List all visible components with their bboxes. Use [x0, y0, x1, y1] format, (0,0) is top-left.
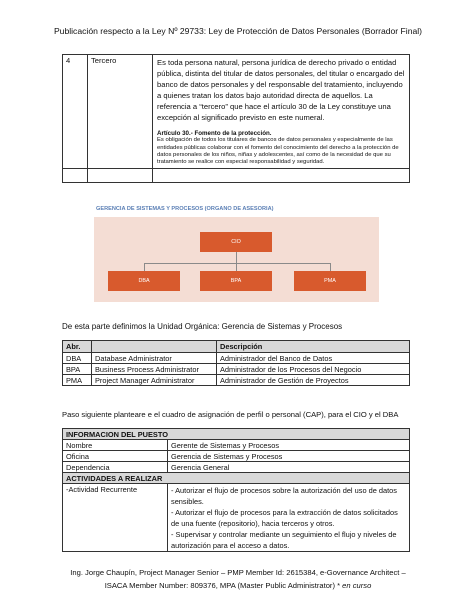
org-connector	[236, 252, 237, 263]
org-box-pma: PMA	[294, 271, 366, 291]
table-row	[63, 169, 410, 183]
header-name	[92, 341, 217, 353]
section-heading: ACTIVIDADES A REALIZAR	[63, 473, 410, 484]
definition-table	[62, 54, 410, 183]
page-footer	[48, 566, 428, 592]
field-value: Gerente de Sistemas y Procesos	[168, 440, 410, 451]
table-row	[63, 55, 410, 169]
definition-cell	[153, 55, 410, 169]
section-heading-row	[63, 473, 410, 484]
activity-label: -Actividad Recurrente	[63, 484, 168, 552]
field-value: Gerencia de Sistemas y Procesos	[168, 451, 410, 462]
section-heading-row	[63, 429, 410, 440]
table-header-row	[63, 341, 410, 353]
org-connector	[236, 263, 237, 271]
org-box-dba: DBA	[108, 271, 180, 291]
cell-name: Database Administrator	[92, 353, 217, 364]
empty-cell	[153, 169, 410, 183]
position-table	[62, 428, 410, 552]
footer-line-2-text: ISACA Member Number: 809376, MPA (Master Public Administrator) *	[104, 581, 341, 590]
activity-item: - Supervisar y controlar mediante un seguimiento el flujo y niveles de autorización para el acceso a datos.	[171, 529, 397, 550]
cell-abbr: DBA	[63, 353, 92, 364]
table-row	[63, 451, 410, 462]
cell-description: Administrador del Banco de Datos	[217, 353, 410, 364]
activity-list	[168, 484, 410, 552]
cell-abbr: BPA	[63, 364, 92, 375]
org-box-bpa: BPA	[200, 271, 272, 291]
field-label: Nombre	[63, 440, 168, 451]
org-connector	[330, 263, 331, 271]
empty-cell	[88, 169, 153, 183]
field-value: Gerencia General	[168, 462, 410, 473]
activity-item: - Autorizar el flujo de procesos sobre la autorización del uso de datos sensibles.	[171, 485, 397, 506]
paragraph-unit: De esta parte definimos la Unidad Orgánica: Gerencia de Sistemas y Procesos	[62, 322, 343, 331]
table-row	[63, 375, 410, 386]
org-box-cio: CIO	[200, 232, 272, 252]
cell-abbr: PMA	[63, 375, 92, 386]
table-row	[63, 440, 410, 451]
org-connector	[144, 263, 145, 271]
term-cell: Tercero	[88, 55, 153, 169]
footer-line-1: Ing. Jorge Chaupín, Project Manager Senior – PMP Member Id: 2615384, e-Governance Architect –	[70, 568, 406, 577]
empty-cell	[63, 169, 88, 183]
org-chart	[94, 217, 379, 302]
field-label: Oficina	[63, 451, 168, 462]
field-label: Dependencia	[63, 462, 168, 473]
table-row	[63, 353, 410, 364]
cell-name: Business Process Administrator	[92, 364, 217, 375]
paragraph-cap: Paso siguiente planteare e el cuadro de asignación de perfil o personal (CAP), para el CIO y el DBA	[62, 410, 399, 419]
article-title: Artículo 30.- Fomento de la protección.	[157, 130, 272, 137]
article-quote	[157, 130, 405, 166]
table-row	[63, 462, 410, 473]
definition-text: Es toda persona natural, persona jurídica de derecho privado o entidad pública, distinta del titular de datos personales, del titular o encargado del banco de datos personales y del responsable del tratamiento, incluyendo a quienes tratan los datos bajo autoridad directa de aquellos. La referencia a “tercero” que hace el artículo 30 de la Ley constituye una excepción al significado previsto en este numeral.	[157, 58, 405, 122]
page-header: Publicación respecto a la Ley Nº 29733: Ley de Protección de Datos Personales (Borrador Final)	[53, 26, 423, 36]
table-row	[63, 484, 410, 552]
footer-line-2-italic: en curso	[342, 581, 372, 590]
activity-item: - Autorizar el flujo de procesos para la extracción de datos solicitados de una fuente (repositorio), hacia terceros y otros.	[171, 507, 398, 528]
article-text: Es obligación de todos los titulares de bancos de datos personales y especialmente de las entidades públicas colaborar con el fomento del conocimiento del derecho a la protección de datos personales de los niños, niñas y adolescentes, así como de la necesidad de que su tratamiento se realice con especial responsabilidad y seguridad.	[157, 137, 399, 166]
cell-name: Project Manager Administrator	[92, 375, 217, 386]
cell-description: Administrador de los Procesos del Negocio	[217, 364, 410, 375]
org-chart-title: GERENCIA DE SISTEMAS Y PROCESOS (ORGANO DE ASESORIA)	[96, 206, 274, 212]
cell-description: Administrador de Gestión de Proyectos	[217, 375, 410, 386]
table-row	[63, 364, 410, 375]
section-heading: INFORMACION DEL PUESTO	[63, 429, 410, 440]
footer-line-2	[48, 579, 428, 592]
org-connector	[144, 263, 330, 264]
header-abbr: Abr.	[63, 341, 92, 353]
abbreviation-table	[62, 340, 410, 386]
header-description: Descripción	[217, 341, 410, 353]
row-number: 4	[63, 55, 88, 169]
